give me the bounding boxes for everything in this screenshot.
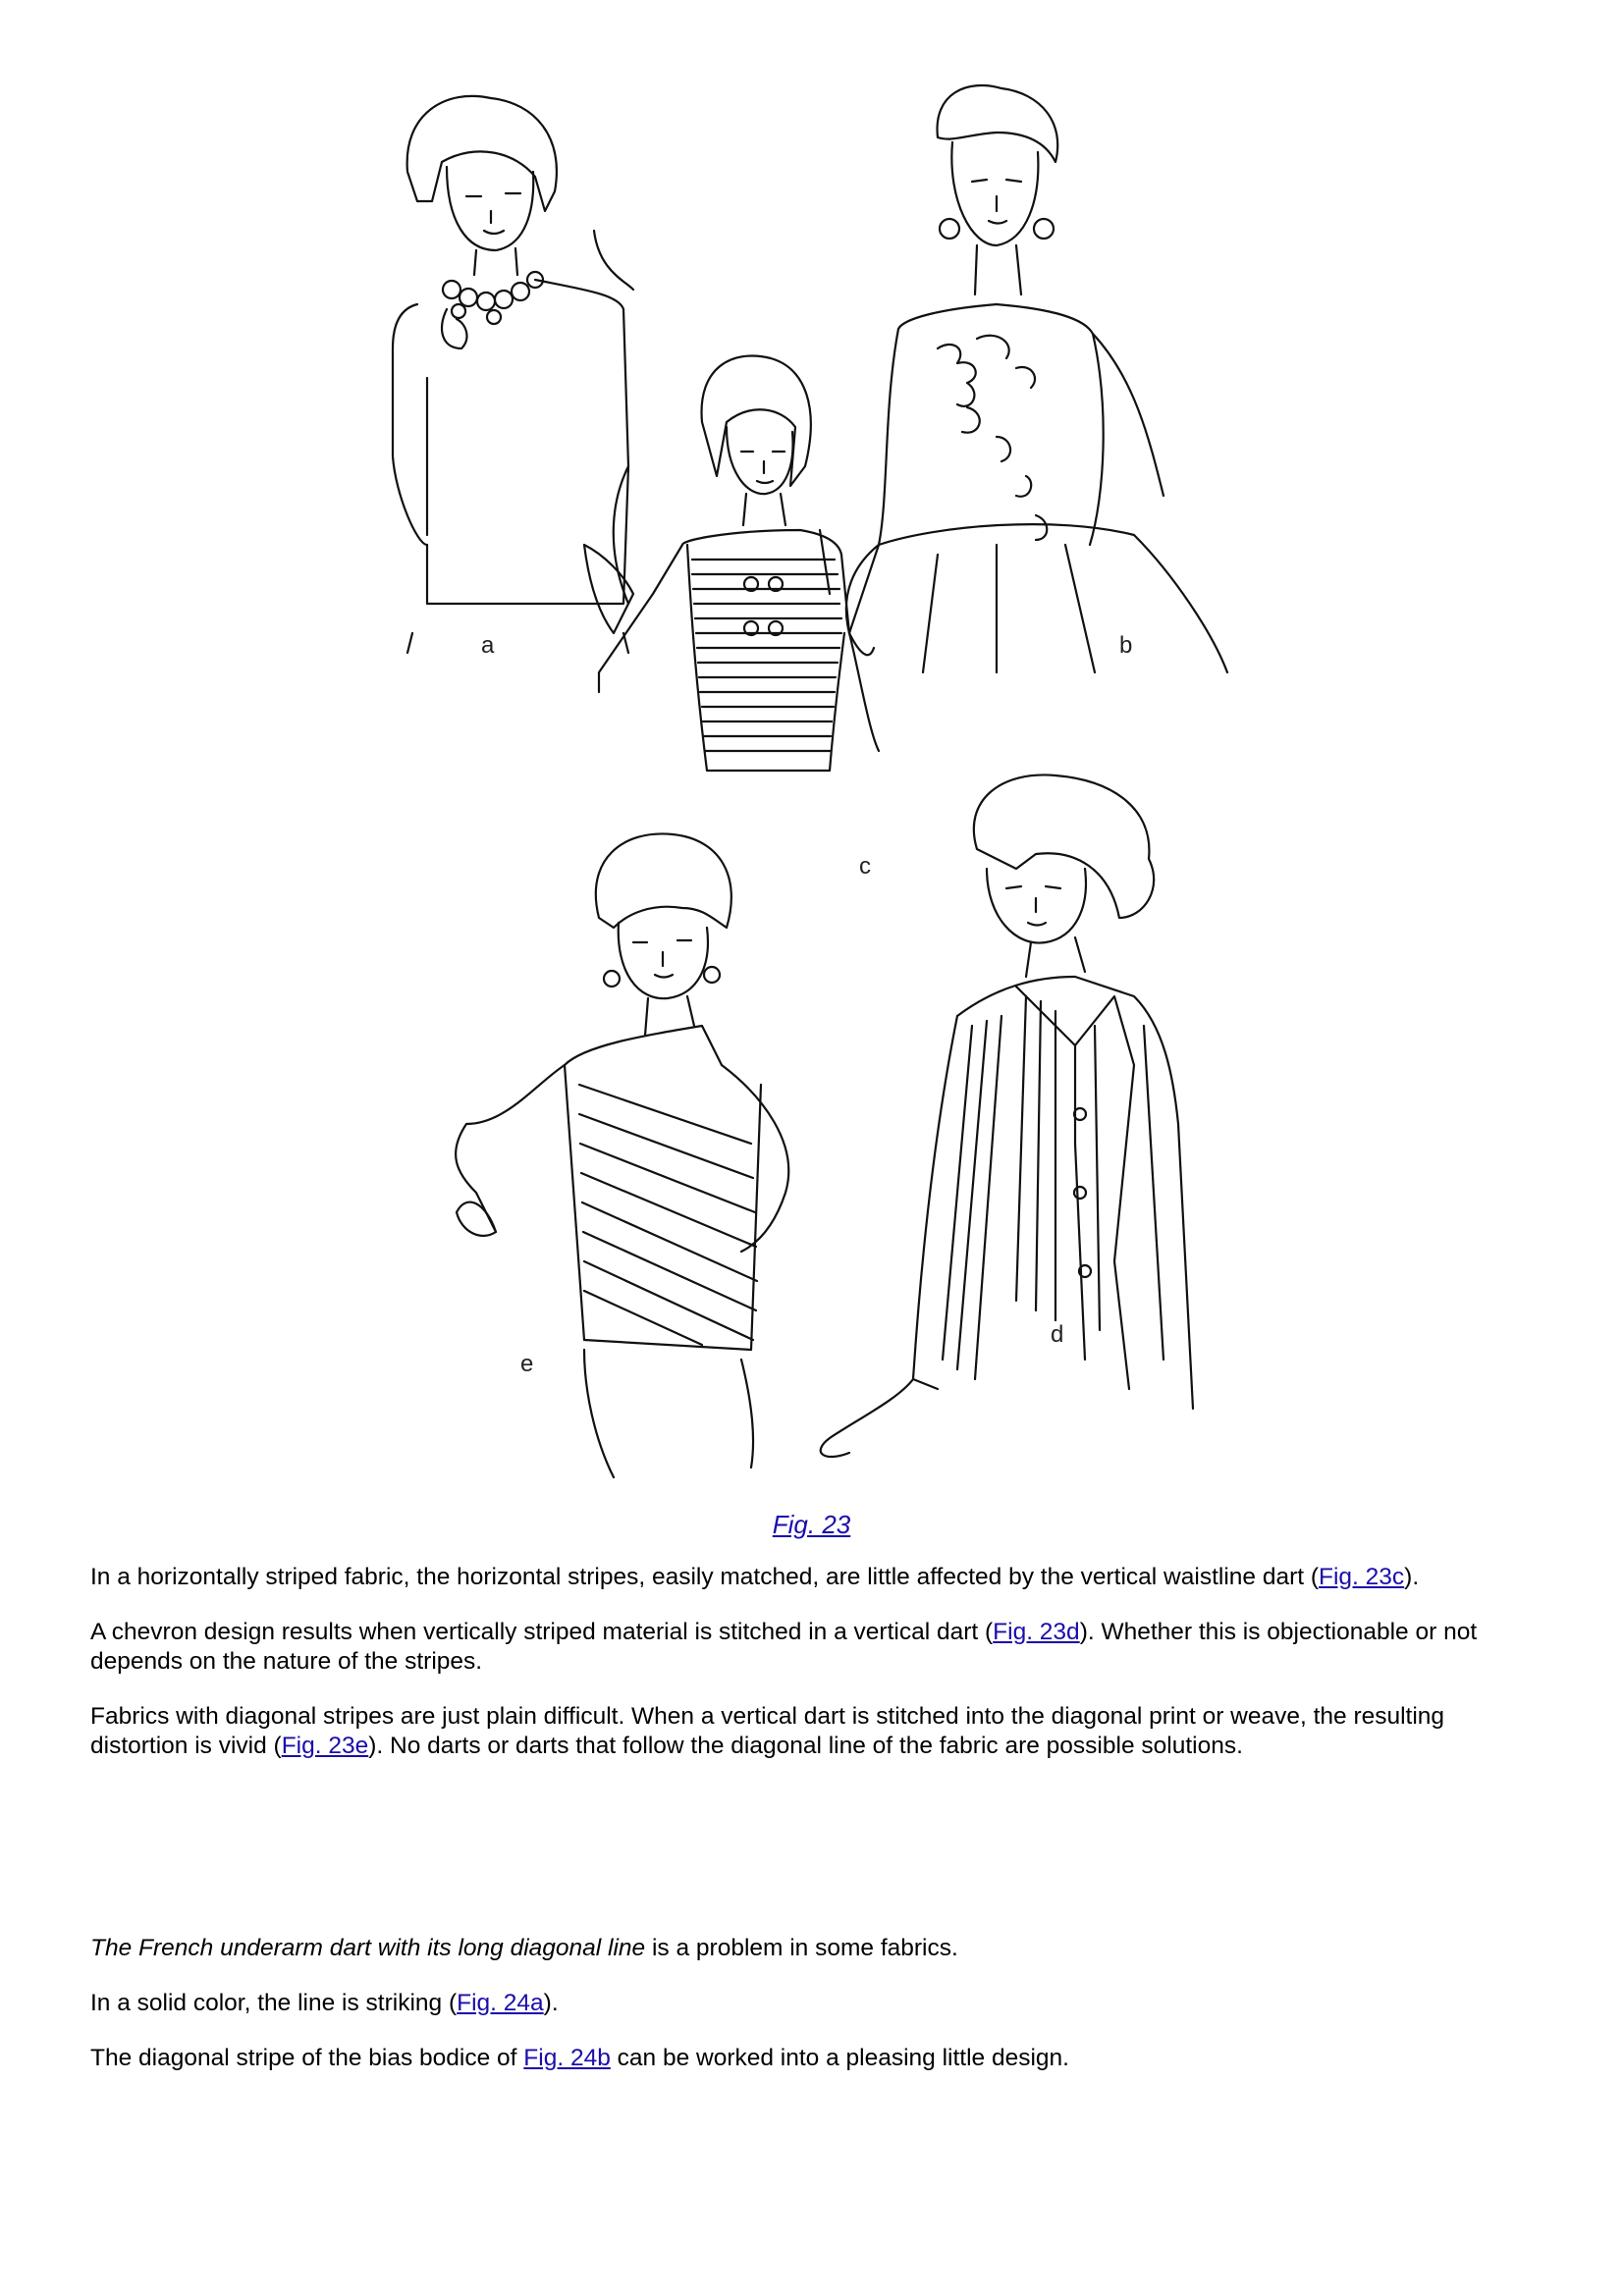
paragraph-french-dart	[90, 1934, 1543, 1963]
p2-text-after: ). Whether this is objectionable or not depends on the nature of the stripes.	[90, 1619, 1478, 1675]
figure-e-drawing	[456, 833, 788, 1477]
paragraph-bias-bodice	[90, 2044, 1543, 2073]
fig-23-link[interactable]: Fig. 23	[772, 1510, 851, 1539]
p5-text-after: ).	[543, 1990, 559, 2016]
p6-text-before: The diagonal stripe of the bias bodice of	[90, 2045, 524, 2071]
p5-text-before: In a solid color, the line is striking (	[90, 1990, 458, 2016]
paragraph-horizontal-stripes	[90, 1563, 1543, 1592]
paragraph-solid-color	[90, 1989, 1543, 2018]
p2-text-before: A chevron design results when vertically striped material is stitched in a vertical dart (	[90, 1619, 994, 1645]
p3-text-before: Fabrics with diagonal stripes are just plain difficult. When a vertical dart is stitched into the diagonal print or weave, the resulting distortion is vivid (	[90, 1703, 1445, 1759]
figure-caption	[0, 1510, 1623, 1540]
p1-text-after: ).	[1404, 1564, 1420, 1590]
label-a: a	[481, 632, 495, 659]
label-c: c	[859, 853, 871, 880]
figure-a-drawing	[393, 96, 633, 653]
fig-24a-link[interactable]: Fig. 24a	[457, 1990, 544, 2016]
paragraph-diagonal-stripes	[90, 1702, 1543, 1761]
p1-text-before: In a horizontally striped fabric, the horizontal stripes, easily matched, are little affected by the vertical waistline dart (	[90, 1564, 1320, 1590]
label-b: b	[1119, 632, 1133, 659]
p4-text-after: is a problem in some fabrics.	[645, 1935, 958, 1961]
figure-b-drawing	[846, 85, 1227, 672]
p4-emphasis: The French underarm dart with its long diagonal line	[90, 1935, 646, 1961]
paragraph-chevron	[90, 1618, 1543, 1677]
fig-23c-link[interactable]: Fig. 23c	[1319, 1564, 1405, 1590]
figure-c-drawing	[599, 356, 879, 771]
label-d: d	[1051, 1321, 1064, 1348]
fig-23e-link[interactable]: Fig. 23e	[281, 1733, 369, 1759]
fig-23d-link[interactable]: Fig. 23d	[993, 1619, 1080, 1645]
label-e: e	[520, 1351, 534, 1377]
fig-23-illustration	[388, 83, 1271, 1487]
p3-text-after: ). No darts or darts that follow the diagonal line of the fabric are possible solutions.	[368, 1733, 1243, 1759]
fig-24b-link[interactable]: Fig. 24b	[523, 2045, 611, 2071]
p6-text-after: can be worked into a pleasing little design.	[610, 2045, 1069, 2071]
figure-d-drawing	[821, 774, 1193, 1457]
